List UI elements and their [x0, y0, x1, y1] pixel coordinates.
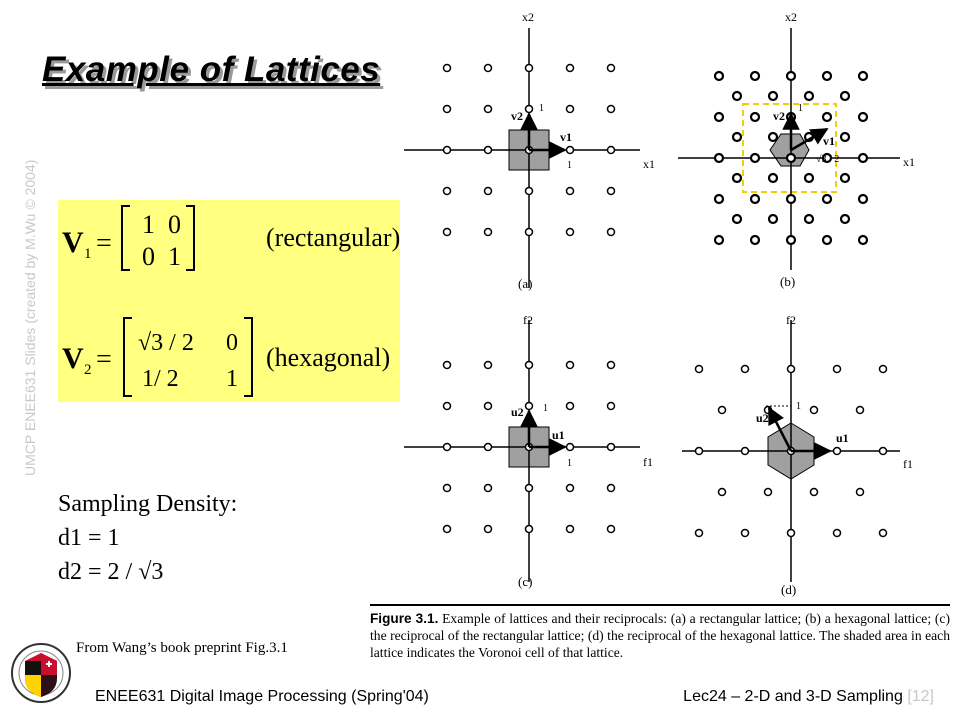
v1-bracket-right: [186, 206, 194, 270]
lattice-point: [834, 530, 841, 537]
lattice-point: [526, 188, 533, 195]
v1-a12: 0: [168, 210, 181, 239]
tick-a-y: 1: [539, 103, 544, 114]
lattice-point: [751, 113, 759, 121]
lattice-point: [567, 229, 574, 236]
lattice-point: [444, 403, 451, 410]
lattice-point: [811, 489, 818, 496]
lattice-point: [485, 147, 492, 154]
lattice-point: [769, 215, 777, 223]
lattice-point: [733, 92, 741, 100]
label-x2-b: x2: [785, 10, 797, 24]
v1-a22: 1: [168, 242, 181, 271]
lattice-point: [485, 485, 492, 492]
v1-a21: 0: [142, 242, 155, 271]
v1-equals: =: [96, 228, 112, 259]
tick-b-y: 1: [798, 103, 803, 114]
tick-c-y: 1: [543, 403, 548, 414]
v2-equals: =: [96, 344, 112, 375]
matrix-equations: [58, 200, 400, 402]
lattice-point: [765, 489, 772, 496]
caption-label: Figure 3.1.: [370, 611, 439, 626]
label-f2-d: f2: [786, 313, 796, 327]
label-x1-b: x1: [903, 155, 915, 169]
lattice-point: [485, 65, 492, 72]
lattice-point: [719, 489, 726, 496]
lattice-point: [742, 448, 749, 455]
lattice-point: [880, 366, 887, 373]
lattice-point: [841, 215, 849, 223]
v2-a21: 1/ 2: [142, 366, 179, 392]
label-u1-c: u1: [552, 428, 565, 442]
lattice-point: [485, 106, 492, 113]
panel-a: [404, 10, 655, 291]
density-d1: d1 = 1: [58, 525, 120, 551]
lattice-point: [608, 147, 615, 154]
density-heading: Sampling Density:: [58, 491, 238, 517]
lattice-point: [719, 407, 726, 414]
label-v1-a: v1: [560, 130, 572, 144]
source-note: From Wang’s book preprint Fig.3.1: [76, 640, 288, 656]
lattice-point: [485, 403, 492, 410]
panel-c: [404, 313, 653, 589]
lattice-point: [526, 106, 533, 113]
label-f1-c: f1: [643, 455, 653, 469]
panel-label-d: (d): [781, 582, 797, 597]
density-d2: d2 = 2 / √3: [58, 559, 164, 585]
footer-course: ENEE631 Digital Image Processing (Spring'04): [95, 688, 429, 705]
lattice-point: [715, 113, 723, 121]
caption-rule: [370, 604, 950, 606]
tick-d-y: 1: [796, 401, 801, 412]
lattice-point: [444, 65, 451, 72]
lattice-point: [859, 236, 867, 244]
lattice-point: [567, 65, 574, 72]
lattice-point: [567, 444, 574, 451]
matrix-box: [58, 200, 400, 402]
footer-lecture: [683, 688, 934, 706]
v2-symbol: V: [62, 342, 84, 375]
lattice-point: [526, 65, 533, 72]
lattice-point: [608, 362, 615, 369]
lattice-point: [444, 485, 451, 492]
lattice-point: [485, 188, 492, 195]
label-v2-b: v2: [773, 109, 785, 123]
university-seal-logo: [10, 640, 72, 710]
lattice-point: [841, 174, 849, 182]
label-f2-c: f2: [523, 313, 533, 327]
lattice-figure: [400, 8, 950, 600]
lattice-point: [696, 530, 703, 537]
lattice-point: [880, 448, 887, 455]
v2-a22: 1: [226, 366, 238, 392]
v2-bracket-left: [124, 318, 132, 396]
v2-subscript: 2: [84, 362, 92, 378]
figure-caption: [370, 610, 950, 661]
lattice-point: [608, 485, 615, 492]
lattice-point: [526, 485, 533, 492]
caption-text: Example of lattices and their reciprocals: (a) a rectangular lattice; (b) a hexagonal lattice; (c) the reciprocal of the rectangular lattice; (d) the reciprocal of the hexagonal lattice. The shaded area in each lattice indicates the Voronoi cell of that lattice.: [370, 611, 950, 660]
lattice-point: [769, 174, 777, 182]
lattice-point: [526, 403, 533, 410]
lattice-point: [567, 106, 574, 113]
lattice-point: [857, 407, 864, 414]
lattice-point: [567, 362, 574, 369]
lattice-point: [485, 444, 492, 451]
lattice-point: [751, 195, 759, 203]
lattice-point: [608, 229, 615, 236]
label-v2-a: v2: [511, 109, 523, 123]
panel-label-c: (c): [518, 574, 533, 589]
lattice-point: [608, 106, 615, 113]
lattice-point: [841, 133, 849, 141]
lattice-point: [787, 154, 795, 162]
lattice-point: [769, 92, 777, 100]
lattice-point: [567, 147, 574, 154]
label-u2-d: u2: [756, 411, 769, 425]
slide-title: Example of Lattices: [42, 50, 381, 89]
lattice-point: [880, 530, 887, 537]
lattice-point: [841, 92, 849, 100]
label-x2-a: x2: [522, 10, 534, 24]
watermark: UMCP ENEE631 Slides (created by M.Wu © 2004): [22, 159, 38, 476]
lattice-point: [823, 113, 831, 121]
tick-c-x: 1: [567, 458, 572, 469]
lattice-point: [444, 362, 451, 369]
lattice-point: [733, 215, 741, 223]
label-x1-a: x1: [643, 157, 655, 171]
lattice-point: [805, 92, 813, 100]
lattice-point: [834, 366, 841, 373]
lattice-point: [485, 362, 492, 369]
lattice-point: [733, 174, 741, 182]
panel-label-a: (a): [518, 276, 533, 291]
lattice-point: [444, 147, 451, 154]
lattice-point: [733, 133, 741, 141]
lattice-point: [805, 215, 813, 223]
lattice-point: [715, 236, 723, 244]
tick-a-x: 1: [567, 160, 572, 171]
lattice-point: [444, 229, 451, 236]
lattice-point: [811, 407, 818, 414]
v1-note: (rectangular): [266, 223, 400, 252]
lattice-point: [567, 526, 574, 533]
lattice-point: [608, 65, 615, 72]
lattice-point: [751, 236, 759, 244]
lattice-point: [787, 236, 795, 244]
lattice-point: [834, 448, 841, 455]
lattice-point: [742, 366, 749, 373]
v2-a12: 0: [226, 330, 238, 356]
v1-a11: 1: [142, 210, 155, 239]
lattice-point: [751, 154, 759, 162]
lattice-point: [751, 72, 759, 80]
lattice-point: [823, 236, 831, 244]
lattice-point: [608, 444, 615, 451]
lattice-point: [715, 72, 723, 80]
lattice-point: [485, 526, 492, 533]
lattice-point: [715, 154, 723, 162]
panel-label-b: (b): [780, 274, 796, 289]
label-f1-d: f1: [903, 457, 913, 471]
label-u1-d: u1: [836, 431, 849, 445]
lattice-point: [444, 188, 451, 195]
v2-a11: √3 / 2: [138, 330, 194, 356]
page-number: [12]: [907, 688, 934, 705]
label-u2-c: u2: [511, 405, 524, 419]
hex-dim-label: √3 / 2: [816, 154, 840, 165]
lattice-point: [526, 229, 533, 236]
lattice-point: [567, 188, 574, 195]
lattice-point: [444, 106, 451, 113]
lattice-point: [805, 174, 813, 182]
lattice-point: [608, 526, 615, 533]
label-v1-b: v1: [823, 134, 835, 148]
lattice-point: [608, 403, 615, 410]
lattice-point: [823, 72, 831, 80]
lattice-point: [696, 448, 703, 455]
panel-b: [678, 10, 915, 289]
lattice-point: [857, 489, 864, 496]
lattice-point: [787, 72, 795, 80]
lattice-point: [823, 195, 831, 203]
lattice-point: [859, 154, 867, 162]
lattice-point: [696, 366, 703, 373]
v2-note: (hexagonal): [266, 343, 391, 372]
lattice-point: [788, 530, 795, 537]
lattice-point: [526, 526, 533, 533]
lattice-point: [859, 195, 867, 203]
v1-subscript: 1: [84, 246, 92, 262]
lattice-point: [485, 229, 492, 236]
lattice-point: [444, 526, 451, 533]
lattice-point: [526, 362, 533, 369]
lattice-point: [769, 133, 777, 141]
v1-bracket-left: [122, 206, 130, 270]
footer-lecture-title: Lec24 – 2-D and 3-D Sampling: [683, 688, 903, 705]
v1-symbol: V: [62, 226, 84, 259]
lattice-point: [787, 195, 795, 203]
panel-d: [682, 313, 913, 597]
lattice-point: [859, 113, 867, 121]
sampling-density: [58, 487, 237, 589]
lattice-point: [567, 485, 574, 492]
lattice-point: [715, 195, 723, 203]
lattice-point: [742, 530, 749, 537]
lattice-point: [608, 188, 615, 195]
lattice-point: [859, 72, 867, 80]
lattice-point: [444, 444, 451, 451]
lattice-point: [788, 366, 795, 373]
v2-bracket-right: [244, 318, 252, 396]
lattice-point: [567, 403, 574, 410]
